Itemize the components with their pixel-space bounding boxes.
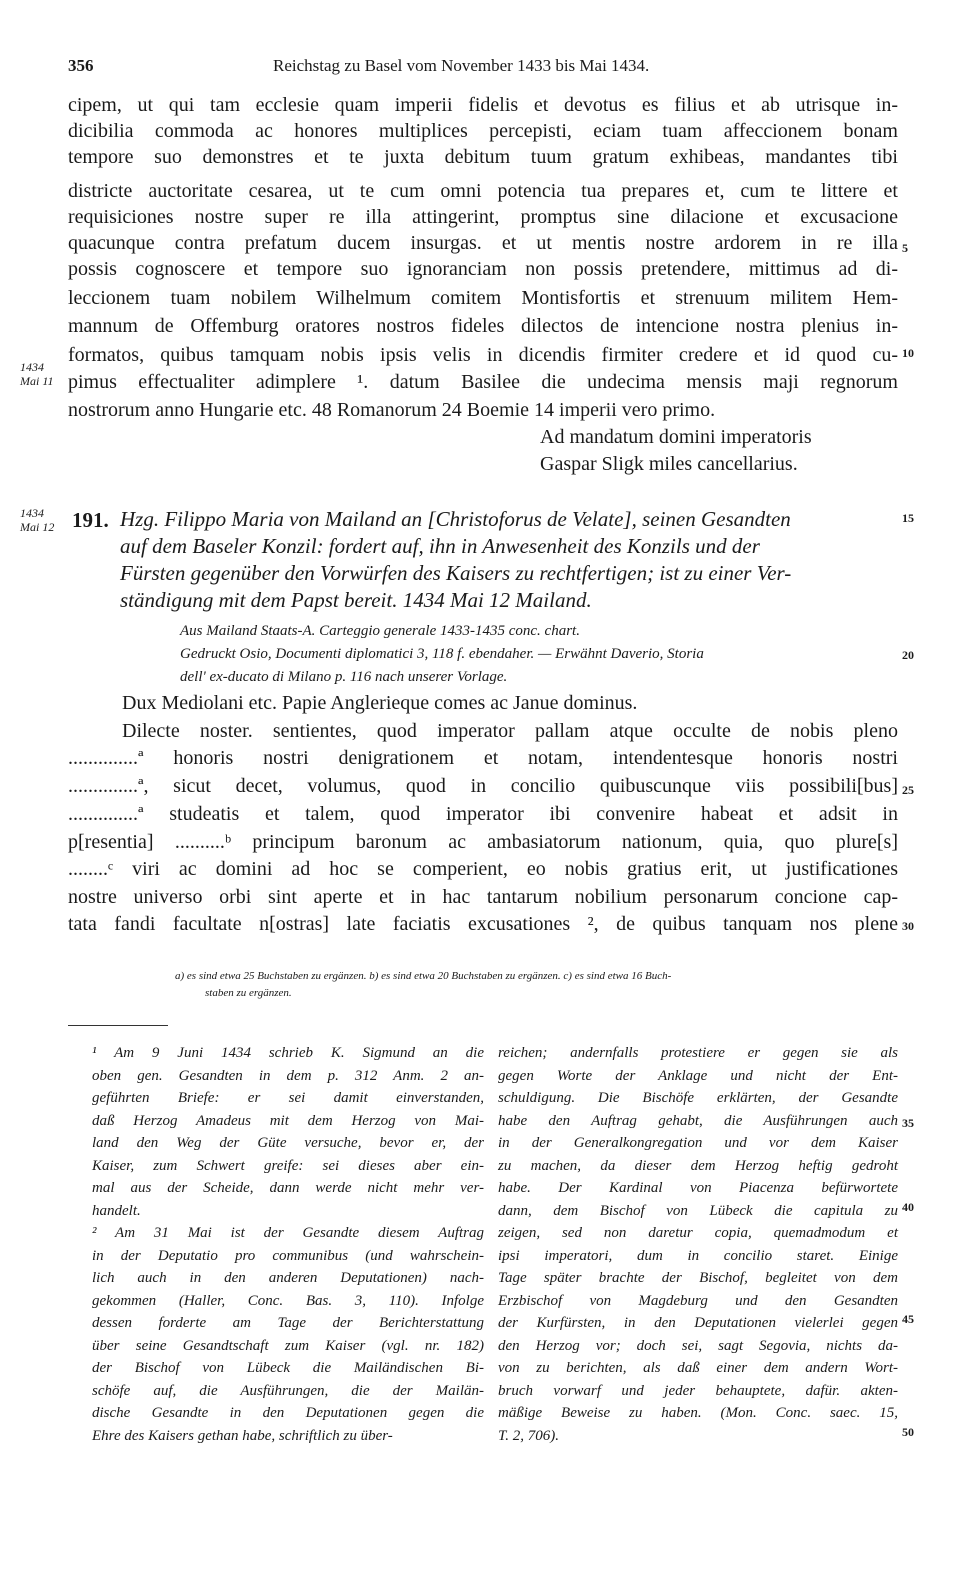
doc-heading-line: auf dem Baseler Konzil: fordert auf, ihn in Anwesenheit des Konzils und der (120, 534, 760, 558)
footnote-line: Tage später brachte der Bischof, begleitet von dem (498, 1270, 898, 1286)
line-number: 25 (902, 783, 914, 797)
footnote-line: Ehre des Kaisers gethan habe, schriftlich zu über- (92, 1427, 393, 1444)
line-number: 45 (902, 1312, 914, 1326)
body-line: requisiciones nostre super re illa attingerint, promptus sine dilacione et excusacione (68, 206, 898, 228)
footnote-rule (68, 1025, 168, 1026)
footnote-line: der Kurfürsten, in den Deputationen vielerlei gegen (498, 1315, 898, 1331)
subscription-line: Ad mandatum domini imperatoris (540, 426, 812, 448)
footnote-line: dann, dem Bischof von Lübeck die capitula zu (498, 1202, 898, 1219)
footnote-line: handelt. (92, 1202, 141, 1219)
footnote-line: land den Weg der Güte versuche, bevor er, der (92, 1135, 484, 1151)
margin-year: 1434 (20, 360, 44, 374)
footnote-line: von zu berichten, als daß einer dem andern Wort- (498, 1360, 898, 1376)
line-number: 20 (902, 648, 914, 662)
page-number: 356 (68, 56, 94, 75)
line-number: 50 (902, 1425, 914, 1439)
footnote-line: T. 2, 706). (498, 1427, 559, 1444)
footnote-line: zu machen, da dieser dem Herzog heftig gedroht (498, 1157, 898, 1174)
footnote-line: über seine Gesandtschaft zum Kaiser (vgl. nr. 182) (92, 1337, 484, 1354)
footnote-line: bruch vorwarf und jeder behauptete, dafür. akten- (498, 1382, 898, 1399)
body-line: districte auctoritate cesarea, ut te cum omni potencia tua prepares et, cum te littere et (68, 180, 898, 202)
doc-heading-line: Hzg. Filippo Maria von Mailand an [Christoforus de Velate], seinen Gesandten (120, 507, 791, 531)
doc-text-line: nostre universo orbi sint aperte et in hac tantarum nobilium personarum concione cap- (68, 886, 898, 908)
source-line: Gedruckt Osio, Documenti diplomatici 3, 118 f. ebendaher. — Erwähnt Daverio, Storia (180, 646, 704, 662)
source-line: dell' ex-ducato di Milano p. 116 nach unserer Vorlage. (180, 669, 508, 685)
body-line: leccionem tuam nobilem Wilhelmum comitem Montisfortis et strenuum militem Hem- (68, 287, 898, 309)
subscription-line: Gaspar Sligk miles cancellarius. (540, 453, 798, 475)
apparatus-line: a) es sind etwa 25 Buchstaben zu ergänzen. b) es sind etwa 20 Buchstaben zu ergänzen. c) es sind etwa 16 Buch- (175, 970, 672, 982)
body-line: tempore suo demonstres et te juxta debitum tuum gratum exhibeas, mandantes tibi (68, 146, 898, 168)
footnote-line: gegen Worte der Anklage und nicht der Ent- (498, 1067, 898, 1084)
body-line: pimus effectualiter adimplere ¹. datum Basilee die undecima mensis maji regnorum (68, 371, 898, 393)
footnote-line: gekommen (Haller, Conc. Bas. 3, 110). Infolge (92, 1292, 484, 1309)
margin-day: Mai 12 (20, 520, 55, 534)
doc-text-line: ........ᶜ viri ac domini ad hoc se comperient, eo nobis gratius erit, ut justificationes (68, 858, 898, 880)
page-header (68, 56, 900, 82)
body-line: possis cognoscere et tempore suo ignoranciam non possis pretendere, mittimus ad di- (68, 258, 898, 280)
running-title: Reichstag zu Basel vom November 1433 bis Mai 1434. (273, 56, 650, 75)
doc-text-line: Dilecte noster. sentientes, quod imperator pallam atque occulte de nobis pleno (122, 720, 898, 742)
footnote-line: lich auch in den anderen Deputationen) nach- (92, 1270, 484, 1286)
footnote-line: zeigen, sed non daretur copia, quemadmodum et (498, 1225, 898, 1241)
footnote-line: dessen forderte am Tage der Berichterstattung (92, 1315, 484, 1331)
footnote-line: Erzbischof von Magdeburg und den Gesandten (498, 1292, 898, 1309)
footnote-line: mäßige Beweise zu haben. (Mon. Conc. saec. 15, (498, 1405, 898, 1421)
footnote-line: habe. Der Kardinal von Piacenza befürwortete (498, 1180, 898, 1196)
source-line: Aus Mailand Staats-A. Carteggio generale 1433-1435 conc. chart. (180, 623, 580, 639)
footnote-line: schuldigung. Die Bischöfe erklärten, der Gesandte (498, 1090, 898, 1106)
footnote-line: ¹ Am 9 Juni 1434 schrieb K. Sigmund an die (92, 1045, 484, 1061)
footnote-line: oben gen. Gesandten in dem p. 312 Anm. 2 an- (92, 1067, 484, 1084)
footnote-line: habe den Auftrag gehabt, die Ausführungen auch (498, 1112, 898, 1129)
doc-heading-line: ständigung mit dem Papst bereit. 1434 Mai 12 Mailand. (120, 588, 592, 612)
body-line: dicibilia commoda ac honores multiplices percepisti, eciam tuam affeccionem bonam (68, 120, 898, 142)
footnotes-left-column (92, 1042, 484, 1447)
doc-text-line: p[resentia] ..........ᵇ principum baronum ac ambasiatorum nationum, quia, quo plure[s] (68, 831, 898, 853)
doc-margin-date (20, 506, 54, 534)
body-line: quacunque contra prefatum ducem insurgas. et ut mentis nostre ardorem in re illa (68, 232, 898, 254)
footnote-line: ² Am 31 Mai ist der Gesandte diesem Auftrag (92, 1225, 484, 1241)
line-number: 35 (902, 1116, 914, 1130)
footnote-line: geführten Briefe: er sei damit einverstanden, (92, 1090, 484, 1106)
footnote-line: den Herzog vor; doch sei, sagt Segovia, nichts da- (498, 1337, 898, 1354)
footnote-line: ipsi imperatori, dum in concilio staret. Einige (498, 1247, 898, 1264)
footnote-line: reichen; andernfalls protestiere er gegen sie als (498, 1045, 898, 1061)
line-number: 30 (902, 919, 914, 933)
footnote-line: in der Generalkongregation und vor dem Kaiser (498, 1135, 898, 1151)
doc-text-line: ..............ª studeatis et talem, quod imperator ibi convenire habeat et adsit in (68, 803, 898, 825)
doc-text-line: ..............ª, sicut decet, volumus, quod in concilio quibuscunque viis possibili[bus] (68, 775, 898, 797)
line-number: 15 (902, 511, 914, 525)
footnote-line: in der Deputatio pro communibus (und wahrschein- (92, 1247, 484, 1264)
footnote-line: schöfe auf, die Ausführungen, die der Mailän- (92, 1382, 484, 1399)
margin-date (20, 360, 53, 388)
line-number: 40 (902, 1200, 914, 1214)
footnote-line: dische Gesandte in den Deputationen gegen die (92, 1405, 484, 1421)
margin-year: 1434 (20, 506, 44, 520)
body-line: cipem, ut qui tam ecclesie quam imperii fidelis et devotus es filius et ab utrisque in- (68, 94, 898, 116)
apparatus-line: staben zu ergänzen. (205, 987, 292, 999)
document-number: 191. (72, 508, 109, 532)
doc-text-line: ..............ª honoris nostri denigrationem et notam, intendentesque honoris nostri (68, 747, 898, 769)
body-line: mannum de Offemburg oratores nostros fideles dilectos de intencione nostra plenius in- (68, 315, 898, 337)
footnote-line: Kaiser, zum Schwert greife: sei dieses aber ein- (92, 1157, 484, 1174)
footnote-line: daß Herzog Amadeus mit dem Herzog von Mai- (92, 1112, 484, 1129)
body-line: formatos, quibus tamquam nobis ipsis velis in dicendis firmiter credere et id quod cu- (68, 344, 898, 366)
doc-text-line: Dux Mediolani etc. Papie Anglerieque comes ac Janue dominus. (122, 692, 638, 714)
line-number: 5 (902, 241, 908, 255)
footnote-line: der Bischof von Lübeck die Mailändischen Bi- (92, 1360, 484, 1376)
doc-text-line: tata fandi facultate n[ostras] late faciatis excusationes ², de quibus tanquam nos plene (68, 913, 898, 935)
footnotes-right-column (498, 1042, 898, 1447)
body-line: nostrorum anno Hungarie etc. 48 Romanorum 24 Boemie 14 imperii vero primo. (68, 399, 716, 421)
doc-heading-line: Fürsten gegenüber den Vorwürfen des Kaisers zu rechtfertigen; ist zu einer Ver- (120, 561, 792, 585)
margin-day: Mai 11 (20, 374, 54, 388)
line-number: 10 (902, 346, 914, 360)
footnote-line: mal aus der Scheide, dann werde nicht mehr ver- (92, 1180, 484, 1196)
